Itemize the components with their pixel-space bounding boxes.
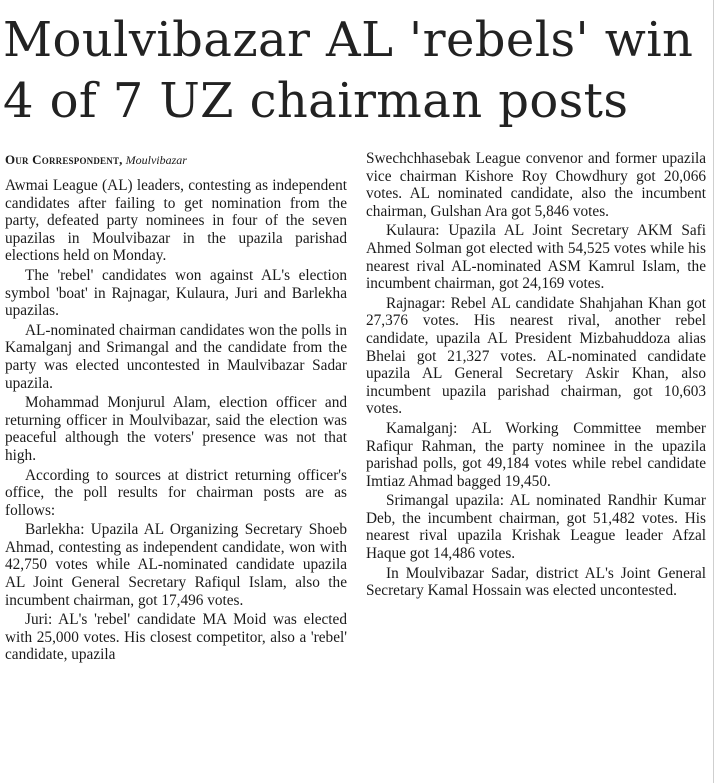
column-rule	[713, 0, 714, 783]
paragraph: The 'rebel' candidates won against AL's election symbol 'boat' in Rajnagar, Kulaura, Juri and Barlekha upazilas.	[5, 266, 347, 320]
paragraph: According to sources at district returning officer's office, the poll results for chairman posts are as follows:	[5, 466, 347, 519]
article-headline: Moulvibazar AL 'rebels' win 4 of 7 UZ chairman posts	[3, 12, 694, 129]
paragraph-barlekha: Barlekha: Upazila AL Organizing Secretary Shoeb Ahmad, contesting as independent candidate, won with 42,750 votes while AL-nominated candidate upazila AL Joint General Secretary Rafiqul Islam, also the incumbent chairman, got 17,496 votes.	[5, 521, 347, 609]
paragraph-sadar: In Moulvibazar Sadar, district AL's Joint General Secretary Kamal Hossain was elected uncontested.	[366, 564, 706, 600]
byline-author: Our Correspondent,	[5, 152, 123, 167]
paragraph-rajnagar: Rajnagar: Rebel AL candidate Shahjahan Khan got 27,376 votes. His nearest rival, another rebel candidate, upazila AL President Mizbahuddoza alias Bhelai got 21,327 votes. AL-nominated candidate upazila AL General Secretary Askir Khan, also incumbent upazila parishad chairman, got 10,603 votes.	[366, 294, 706, 418]
paragraph: AL-nominated chairman candidates won the polls in Kamalganj and Srimangal and the candidate from the party was elected uncontested in Maulvibazar Sadar upazila.	[5, 321, 347, 392]
article-column-right	[366, 150, 706, 602]
paragraph-juri: Juri: AL's 'rebel' candidate MA Moid was elected with 25,000 votes. His closest competitor, also a 'rebel' candidate, upazila	[5, 611, 347, 664]
article-column-left	[5, 153, 347, 666]
paragraph-kamalganj: Kamalganj: AL Working Committee member Rafiqur Rahman, the party nominee in the upazila parishad polls, got 49,184 votes while rebel candidate Imtiaz Ahmad bagged 19,450.	[366, 419, 706, 490]
byline-location: Moulvibazar	[125, 153, 187, 167]
paragraph-kulaura: Kulaura: Upazila AL Joint Secretary AKM Safi Ahmed Solman got elected with 54,525 votes while his nearest rival AL-nominated ASM Kamrul Islam, the incumbent chairman, got 24,169 votes.	[366, 222, 706, 293]
byline	[5, 153, 347, 167]
paragraph: Mohammad Monjurul Alam, election officer and returning officer in Moulvibazar, said the election was peaceful although the voters' presence was not that high.	[5, 394, 347, 464]
paragraph-srimangal: Srimangal upazila: AL nominated Randhir Kumar Deb, the incumbent chairman, got 51,482 votes. His nearest rival upazila Krishak League leader Afzal Haque got 14,486 votes.	[366, 492, 706, 563]
paragraph-juri-continued: Swechchhasebak League convenor and former upazila vice chairman Kishore Roy Chowdhury got 20,066 votes. AL nominated candidate, also the incumbent chairman, Gulshan Ara got 5,846 votes.	[366, 150, 706, 220]
paragraph: Awmai League (AL) leaders, contesting as independent candidates after failing to get nomination from the party, defeated party nominees in four of the seven upazilas in Moulvibazar in the upazila parishad elections held on Monday.	[5, 177, 347, 265]
